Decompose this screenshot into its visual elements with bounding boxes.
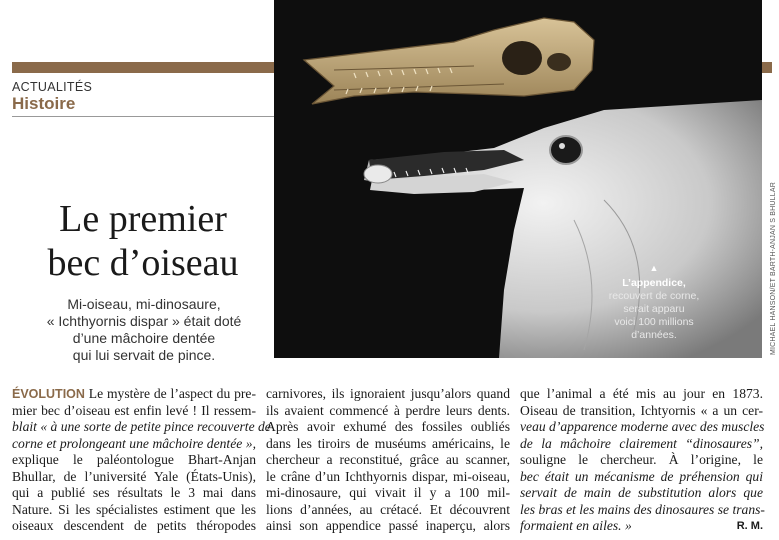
body-line: oiseaux descendent de petits théropodes [12, 518, 256, 533]
body-line: ils avaient commencé à perdre leurs dents. [266, 402, 510, 418]
article-headline [12, 197, 274, 285]
photo-credit-text: MICHAEL HANSON/ET BARTH-ANJAN S BHULLAR [770, 182, 777, 355]
body-line: qui a publié ses résultats le 3 mai dans [12, 485, 256, 500]
body-line: servait de main de substitution alors que [520, 485, 763, 500]
body-line: Nature. Si les spécialistes estiment que les [12, 501, 256, 517]
body-line: le crâne d’un Ichthyornis dispar, mi-oiseau, [266, 468, 510, 484]
dek-line-4: qui lui servait de pince. [72, 347, 216, 363]
body-line: Après avoir exhumé des fossiles oubliés [266, 419, 510, 434]
body-line: blait « à une sorte de petite pince recouverte de [12, 419, 271, 434]
section-header [12, 80, 92, 114]
dek-line-1: Mi-oiseau, mi-dinosaure, [67, 296, 221, 312]
body-line: Oiseau de transition, Ichtyornis « a un cer- [520, 402, 763, 418]
body-line: de la mâchoire clairement “dinosaures”, [520, 435, 763, 451]
body-line: ainsi son appendice passé inaperçu, alors [266, 518, 510, 533]
section-rubric: Histoire [12, 94, 76, 113]
article-photo [274, 0, 762, 358]
headline-line-1: Le premier [59, 198, 227, 240]
body-line: formaient en ailes. » R. M. [520, 518, 763, 533]
body-line: dans les tiroirs de muséums américains, le [266, 435, 510, 451]
fossil-skull [304, 18, 594, 104]
photo-caption [584, 262, 724, 342]
body-line: explique le paléontologue Bhart-Anjan [12, 452, 256, 467]
body-line: Bhullar, de l’université Yale (États-Unis), [12, 468, 256, 484]
caption-line-3: serait apparu [623, 303, 685, 315]
dek-line-3: d’une mâchoire dentée [72, 330, 216, 346]
article-signature: R. M. [736, 520, 763, 532]
caption-arrow-icon: ▲ [649, 263, 659, 273]
body-line: bec était un mécanisme de préhension qui [520, 468, 763, 484]
caption-lead: L’appendice, [622, 277, 686, 289]
body-line: souligne le chercheur. À l’origine, le [520, 452, 763, 467]
body-line: les bras et les mains des dinosaures se trans- [520, 501, 765, 517]
body-column-3 [520, 386, 763, 535]
section-kicker: ACTUALITÉS [12, 80, 93, 94]
body-line: ÉVOLUTION Le mystère de l’aspect du pre- [12, 386, 256, 401]
body-line: chercheur a reconstitué, grâce au scanner, [266, 452, 510, 467]
body-line: mi-dinosaure, qui vivait il y a 100 mil- [266, 485, 510, 500]
body-line: veau d’apparence moderne avec des muscles [520, 419, 765, 434]
photo-credit [762, 0, 779, 358]
body-column-2 [266, 386, 510, 535]
body-line: mier bec d’oiseau est enfin levé ! Il ressem- [12, 402, 256, 418]
dek-line-2: « Ichthyornis dispar » était doté [46, 313, 242, 329]
body-column-1 [12, 386, 271, 535]
body-line: carnivores, ils ignoraient jusqu’alors quand [266, 386, 510, 401]
lead-word: ÉVOLUTION [12, 387, 85, 401]
caption-line-5: d’années. [631, 329, 677, 341]
headline-line-2: bec d’oiseau [47, 242, 239, 284]
section-divider [12, 116, 274, 117]
article-dek [22, 296, 266, 364]
body-line: corne et prolongeant une mâchoire dentée », [12, 435, 256, 451]
caption-line-2: recouvert de corne, [608, 290, 700, 302]
body-line: que l’animal a été mis au jour en 1873. [520, 386, 763, 401]
caption-line-4: voici 100 millions [614, 316, 694, 328]
body-line: lions d’années, au crétacé. Et découvrent [266, 501, 510, 517]
